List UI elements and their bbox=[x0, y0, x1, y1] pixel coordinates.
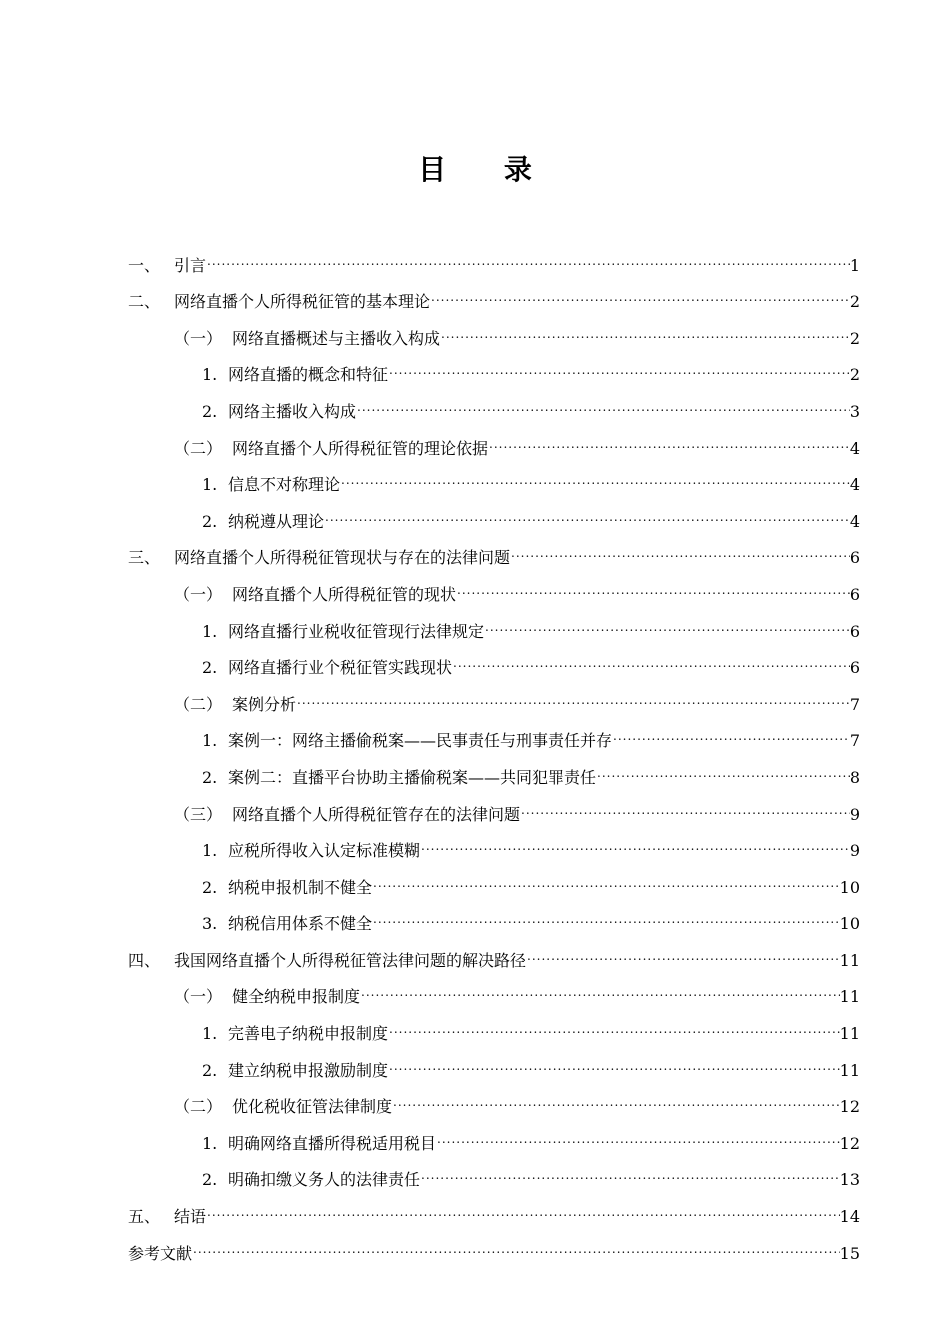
toc-entry-number: 1. bbox=[202, 365, 218, 385]
toc-entry-title: 明确网络直播所得税适用税目 bbox=[228, 1133, 437, 1153]
dot-leader bbox=[392, 1076, 840, 1113]
toc-entry-number: 2. bbox=[202, 658, 218, 678]
toc-entry-page-number: 6 bbox=[849, 584, 860, 604]
toc-entry-title: 网络直播行业个税征管实践现状 bbox=[228, 658, 453, 678]
toc-entry[interactable] bbox=[128, 1185, 860, 1227]
dot-leader bbox=[420, 820, 850, 857]
toc-entry-page-number: 2 bbox=[849, 365, 860, 385]
toc-entry-page-number: 11 bbox=[839, 1060, 860, 1080]
toc-entry-page-number: 11 bbox=[839, 1024, 860, 1044]
toc-entry-title: 明确扣缴义务人的法律责任 bbox=[228, 1170, 421, 1190]
toc-entry-page-number: 10 bbox=[839, 914, 860, 934]
toc-entry-title: 纳税遵从理论 bbox=[228, 511, 325, 531]
dot-leader bbox=[206, 234, 850, 271]
toc-entry-title: 应税所得收入认定标准模糊 bbox=[228, 841, 421, 861]
dot-leader bbox=[388, 1002, 840, 1039]
toc-entry-number: 2. bbox=[202, 877, 218, 897]
toc-entry-page-number: 12 bbox=[839, 1133, 860, 1153]
toc-entry-number: 五、 bbox=[128, 1207, 161, 1227]
toc-entry[interactable] bbox=[128, 1222, 860, 1263]
dot-leader bbox=[360, 966, 840, 1003]
toc-entry-title: 我国网络直播个人所得税征管法律问题的解决路径 bbox=[174, 950, 527, 970]
dot-leader bbox=[388, 344, 850, 381]
toc-entry-title: 完善电子纳税申报制度 bbox=[228, 1024, 389, 1044]
dot-leader bbox=[420, 1149, 840, 1186]
toc-entry-title: 网络直播个人所得税征管现状与存在的法律问题 bbox=[174, 548, 511, 568]
toc-entry-page-number: 4 bbox=[849, 511, 860, 531]
toc-entry-number: 2. bbox=[202, 1060, 218, 1080]
toc-entry-number: 2. bbox=[202, 401, 218, 421]
toc-entry-number: （二） bbox=[174, 694, 223, 714]
dot-leader bbox=[430, 271, 850, 308]
toc-entry-title: 结语 bbox=[174, 1207, 207, 1227]
toc-entry[interactable] bbox=[128, 271, 860, 312]
toc-entry-page-number: 14 bbox=[839, 1207, 860, 1227]
dot-leader bbox=[520, 783, 850, 820]
toc-entry[interactable] bbox=[128, 234, 860, 275]
toc-entry-title: 案例二：直播平台协助主播偷税案——共同犯罪责任 bbox=[228, 767, 597, 787]
toc-entry-title: 引言 bbox=[174, 255, 207, 275]
toc-entry-page-number: 11 bbox=[839, 950, 860, 970]
toc-entry-page-number: 6 bbox=[849, 548, 860, 568]
toc-entry-title: 信息不对称理论 bbox=[228, 475, 341, 495]
toc-entry-number: 1. bbox=[202, 841, 218, 861]
toc-entry-page-number: 15 bbox=[839, 1243, 860, 1263]
toc-entry-page-number: 2 bbox=[849, 292, 860, 312]
toc-entry-title: 网络直播个人所得税征管的现状 bbox=[232, 584, 457, 604]
toc-entry-number: 一、 bbox=[128, 255, 161, 275]
dot-leader bbox=[452, 637, 850, 674]
dot-leader bbox=[192, 1222, 840, 1259]
toc-entry-title: 纳税申报机制不健全 bbox=[228, 877, 373, 897]
toc-entry-title: 网络直播的概念和特征 bbox=[228, 365, 389, 385]
toc-entry-number: 2. bbox=[202, 511, 218, 531]
dot-leader bbox=[484, 600, 850, 637]
toc-entry-title: 参考文献 bbox=[128, 1243, 193, 1263]
dot-leader bbox=[372, 856, 840, 893]
toc-entry-page-number: 6 bbox=[849, 621, 860, 641]
page-title: 目 录 bbox=[418, 153, 556, 186]
dot-leader bbox=[488, 417, 850, 454]
toc-entry-number: 1. bbox=[202, 621, 218, 641]
toc-entry-page-number: 10 bbox=[839, 877, 860, 897]
toc-entry-page-number: 13 bbox=[839, 1170, 860, 1190]
toc-entry-number: 2. bbox=[202, 1170, 218, 1190]
toc-entry-title: 网络直播概述与主播收入构成 bbox=[232, 328, 441, 348]
toc-entry-number: 三、 bbox=[128, 548, 161, 568]
toc-entry-title: 网络主播收入构成 bbox=[228, 401, 357, 421]
toc-entry-page-number: 4 bbox=[849, 475, 860, 495]
toc-entry-page-number: 7 bbox=[849, 694, 860, 714]
toc-entry-title: 网络直播个人所得税征管的理论依据 bbox=[232, 438, 489, 458]
toc-entry-number: （二） bbox=[174, 438, 223, 458]
toc-entry-title: 案例一：网络主播偷税案——民事责任与刑事责任并存 bbox=[228, 731, 613, 751]
dot-leader bbox=[596, 746, 850, 783]
toc-entry-page-number: 12 bbox=[839, 1097, 860, 1117]
dot-leader bbox=[296, 673, 850, 710]
toc-entry-page-number: 2 bbox=[849, 328, 860, 348]
toc-entry-title: 网络直播个人所得税征管存在的法律问题 bbox=[232, 804, 521, 824]
toc-entry-number: （一） bbox=[174, 584, 223, 604]
toc-entry-page-number: 9 bbox=[849, 804, 860, 824]
toc-entry-title: 网络直播行业税收征管现行法律规定 bbox=[228, 621, 485, 641]
dot-leader bbox=[526, 929, 840, 966]
toc-entry-page-number: 4 bbox=[849, 438, 860, 458]
toc-entry-number: 四、 bbox=[128, 950, 161, 970]
dot-leader bbox=[440, 307, 850, 344]
toc-entry-title: 优化税收征管法律制度 bbox=[232, 1097, 393, 1117]
dot-leader bbox=[388, 1039, 840, 1076]
toc-entry-number: 1. bbox=[202, 475, 218, 495]
toc-entry-page-number: 9 bbox=[849, 841, 860, 861]
toc-entry-number: （三） bbox=[174, 804, 223, 824]
toc-entry-page-number: 8 bbox=[849, 767, 860, 787]
toc-entry-number: （一） bbox=[174, 328, 223, 348]
toc-entry-title: 纳税信用体系不健全 bbox=[228, 914, 373, 934]
dot-leader bbox=[436, 1112, 840, 1149]
toc-entry-page-number: 7 bbox=[849, 731, 860, 751]
toc-entry-number: 3. bbox=[202, 914, 218, 934]
toc-entry-number: 二、 bbox=[128, 292, 161, 312]
toc-entry-page-number: 11 bbox=[839, 987, 860, 1007]
toc-entry-title: 健全纳税申报制度 bbox=[232, 987, 361, 1007]
toc-entry-number: 1. bbox=[202, 1133, 218, 1153]
dot-leader bbox=[456, 563, 850, 600]
toc-entry-title: 案例分析 bbox=[232, 694, 297, 714]
toc-entry-number: （一） bbox=[174, 987, 223, 1007]
dot-leader bbox=[324, 490, 850, 527]
dot-leader bbox=[372, 893, 840, 930]
toc-entry-page-number: 1 bbox=[849, 255, 860, 275]
dot-leader bbox=[510, 527, 850, 564]
toc-entry-page-number: 3 bbox=[849, 401, 860, 421]
dot-leader bbox=[612, 710, 850, 747]
dot-leader bbox=[340, 454, 850, 491]
toc-entry-number: 2. bbox=[202, 767, 218, 787]
toc-entry-number: 1. bbox=[202, 1024, 218, 1044]
toc-entry-title: 建立纳税申报激励制度 bbox=[228, 1060, 389, 1080]
dot-leader bbox=[206, 1185, 840, 1222]
toc-entry-page-number: 6 bbox=[849, 658, 860, 678]
toc-entry-number: 1. bbox=[202, 731, 218, 751]
toc-entry-title: 网络直播个人所得税征管的基本理论 bbox=[174, 292, 431, 312]
dot-leader bbox=[356, 380, 850, 417]
table-of-contents bbox=[128, 234, 860, 1263]
toc-entry-number: （二） bbox=[174, 1097, 223, 1117]
